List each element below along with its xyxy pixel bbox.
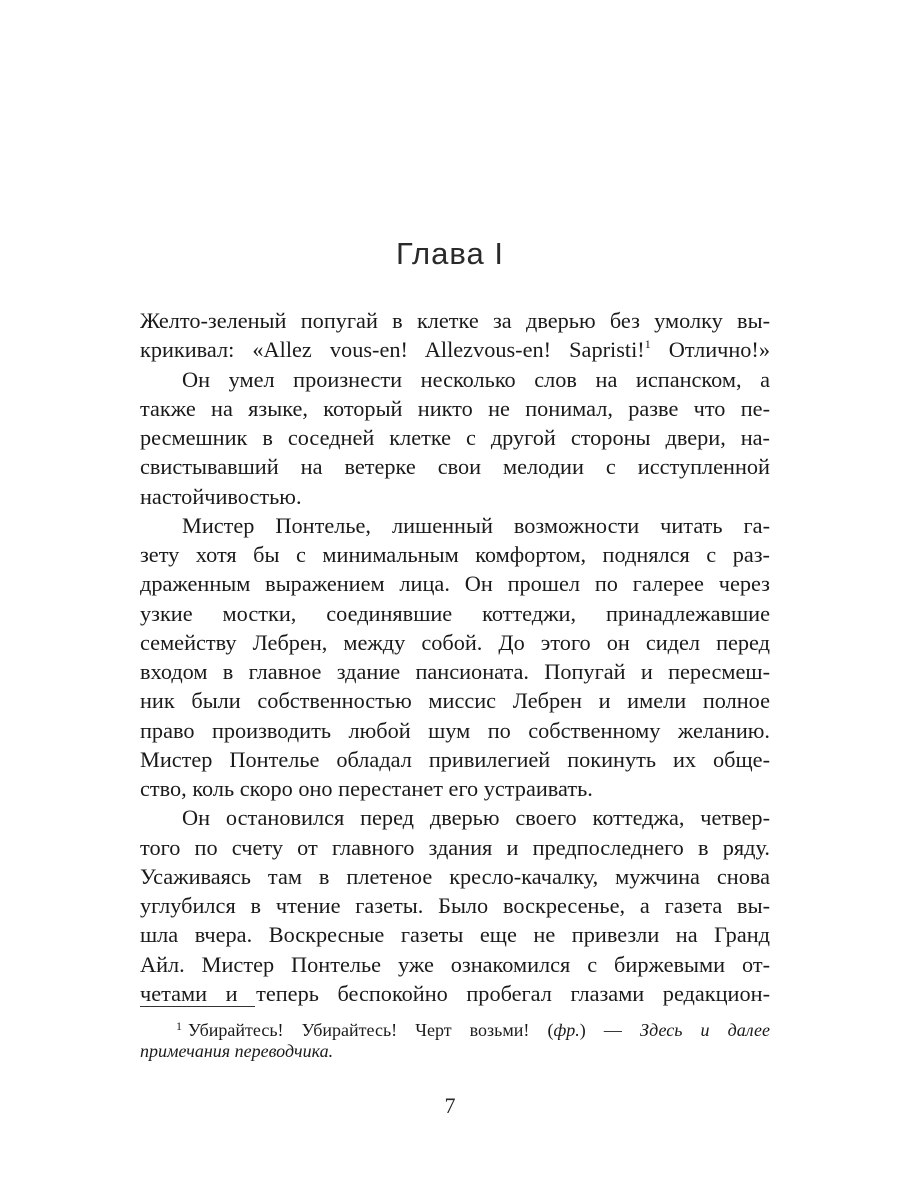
text-line: узкие мостки, соединявшие коттеджи, принадлежавшие [140, 600, 770, 626]
footnote-line [140, 1014, 770, 1039]
text-line: семейству Лебрен, между собой. До этого он сидел перед [140, 629, 770, 655]
text-line: право производить любой шум по собственному желанию. [140, 717, 770, 743]
text-line: ство, коль скоро оно перестанет его устраивать. [140, 776, 593, 801]
text-line: Усаживаясь там в плетеное кресло-качалку, мужчина снова [140, 863, 770, 889]
footnote-note-italic: Здесь и далее [640, 1020, 771, 1040]
text-line: настойчивостью. [140, 483, 302, 509]
text-line-with-footnote-ref [140, 335, 770, 364]
footnote-dash: ) — [579, 1020, 640, 1040]
text-fragment: Отлично!» [650, 337, 770, 363]
chapter-title: Глава I [396, 236, 504, 271]
text-line: Он умел произнести несколько слов на испанском, а [182, 366, 770, 392]
text-line: Он остановился перед дверью своего коттеджа, четвер- [182, 805, 770, 831]
text-line: четами и теперь беспокойно пробегал глазами редакцион- [140, 980, 770, 1006]
footnote-divider [140, 1006, 255, 1007]
text-line: драженным выражением лица. Он прошел по галерее через [140, 571, 770, 597]
text-line: Желто-зеленый попугай в клетке за дверью без умолку вы- [140, 308, 770, 333]
body-text [140, 306, 770, 1008]
text-fragment: крикивал: «Allez vous-en! Allezvous-en! Sapristi! [140, 337, 645, 363]
page-number: 7 [444, 1093, 456, 1118]
footnote-line: примечания переводчика. [140, 1041, 334, 1061]
footnote-language: фр. [553, 1020, 580, 1040]
text-line: шла вчера. Воскресные газеты еще не привезли на Гранд [140, 922, 770, 948]
footnote-text: Убирайтесь! Убирайтесь! Черт возьми! ( [188, 1020, 554, 1040]
text-line: свистывавший на ветерке свои мелодии с исступленной [140, 454, 770, 480]
text-line: Айл. Мистер Понтелье уже ознакомился с биржевыми от- [140, 951, 770, 977]
text-line: углубился в чтение газеты. Было воскресенье, а газета вы- [140, 893, 770, 918]
text-line: ресмешник в соседней клетке с другой стороны двери, на- [140, 425, 770, 450]
text-line: ник были собственностью миссис Лебрен и имели полное [140, 688, 770, 714]
text-line: также на языке, который никто не понимал, разве что пе- [140, 395, 770, 421]
text-line: того по счету от главного здания и предпоследнего в ряду. [140, 834, 770, 860]
text-line: Мистер Понтелье, лишенный возможности читать га- [182, 512, 770, 538]
footnote-reference[interactable]: 1 [644, 337, 651, 352]
text-line: Мистер Понтелье обладал привилегией покинуть их обще- [140, 746, 770, 772]
footnote [140, 1014, 770, 1064]
footnote-number: 1 [176, 1019, 182, 1033]
text-line: входом в главное здание пансионата. Попугай и пересмеш- [140, 659, 770, 684]
text-line: зету хотя бы с минимальным комфортом, поднялся с раз- [140, 542, 770, 567]
